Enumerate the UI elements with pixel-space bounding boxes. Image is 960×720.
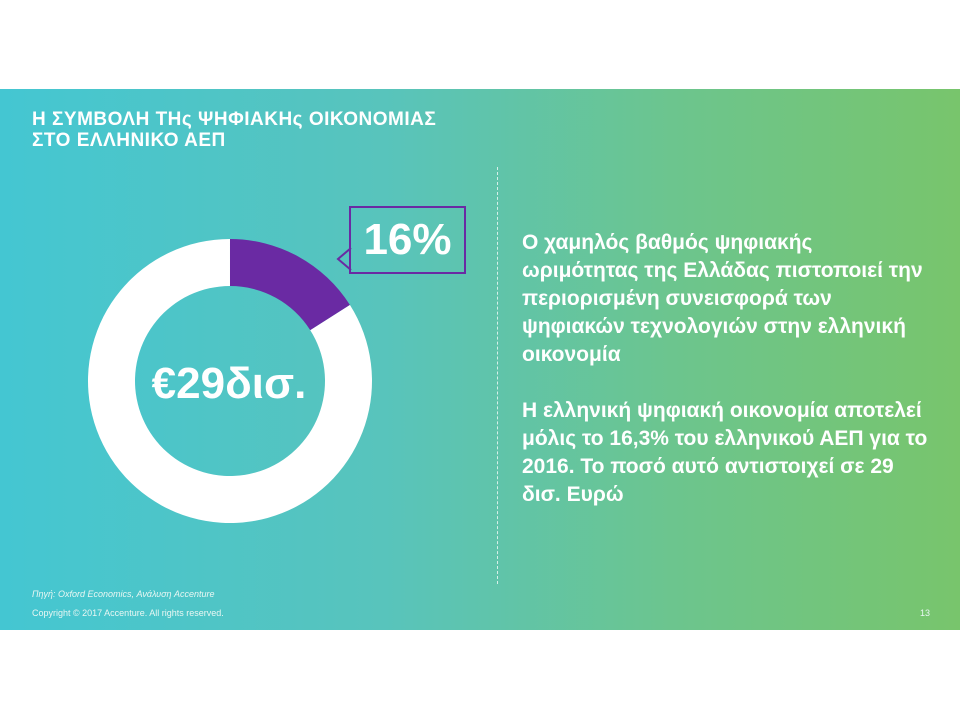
paragraph-1: Ο χαμηλός βαθμός ψηφιακής ωριμότητας της Ελλάδας πιστοποιεί την περιορισμένη συνεισφορά των ψηφιακών τεχνολογιών στην ελληνική οικονομία (522, 231, 923, 366)
title-line-2: ΣΤΟ ΕΛΛΗΝΙΚΟ ΑΕΠ (32, 130, 226, 151)
slide (0, 89, 960, 630)
copyright-note: Copyright © 2017 Accenture. All rights reserved. (32, 608, 224, 618)
dashed-divider (497, 167, 498, 584)
title-line-1: Η ΣΥΜΒΟΛΗ ΤΗς ΨΗΦΙΑΚΗς ΟΙΚΟΝΟΜΙΑΣ (32, 109, 437, 130)
source-note: Πηγή: Oxford Economics, Ανάλυση Accenture (32, 589, 215, 599)
paragraph-2: Η ελληνική ψηφιακή οικονομία αποτελεί μόλις το 16,3% του ελληνικού ΑΕΠ για το 2016. Το ποσό αυτό αντιστοιχεί σε 29 δισ. Ευρώ (522, 399, 928, 506)
body-text (522, 229, 932, 509)
page-number: 13 (919, 608, 930, 618)
percent-callout: 16% (349, 206, 466, 274)
donut-center-value: €29δισ. (151, 359, 307, 408)
